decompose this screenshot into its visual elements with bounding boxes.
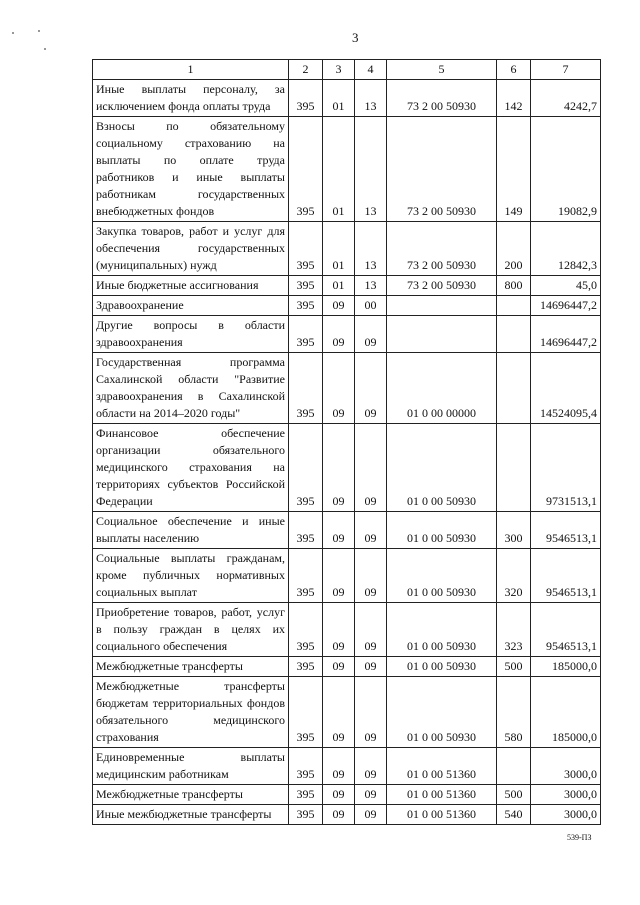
subsection-code-cell: 09 <box>355 316 387 353</box>
table-body <box>93 80 601 825</box>
table-row <box>93 424 601 512</box>
section-code-cell: 09 <box>323 657 355 677</box>
section-code-cell: 09 <box>323 296 355 316</box>
subsection-code-cell: 13 <box>355 117 387 222</box>
ministry-code-cell: 395 <box>289 549 323 603</box>
subsection-code-cell: 09 <box>355 805 387 825</box>
section-code-cell: 01 <box>323 117 355 222</box>
target-article-cell: 01 0 00 50930 <box>387 424 497 512</box>
section-code-cell: 09 <box>323 603 355 657</box>
expense-type-cell <box>497 748 531 785</box>
row-name-cell: Финансовое обеспечение организации обязательного медицинского страхования на территориях субъектов Российской Федерации <box>93 424 289 512</box>
header-cell-target-article: 5 <box>387 60 497 80</box>
scan-speck <box>44 48 46 50</box>
ministry-code-cell: 395 <box>289 603 323 657</box>
ministry-code-cell: 395 <box>289 276 323 296</box>
amount-cell: 14696447,2 <box>531 296 601 316</box>
table-row <box>93 657 601 677</box>
expense-type-cell: 540 <box>497 805 531 825</box>
target-article-cell: 73 2 00 50930 <box>387 117 497 222</box>
ministry-code-cell: 395 <box>289 316 323 353</box>
subsection-code-cell: 09 <box>355 677 387 748</box>
subsection-code-cell: 00 <box>355 296 387 316</box>
row-name-cell: Иные выплаты персоналу, за исключением фонда оплаты труда <box>93 80 289 117</box>
target-article-cell: 73 2 00 50930 <box>387 80 497 117</box>
section-code-cell: 09 <box>323 785 355 805</box>
amount-cell: 3000,0 <box>531 805 601 825</box>
ministry-code-cell: 395 <box>289 222 323 276</box>
row-name-cell: Государственная программа Сахалинской области "Развитие здравоохранения в Сахалинской области на 2014–2020 годы" <box>93 353 289 424</box>
amount-cell: 185000,0 <box>531 657 601 677</box>
target-article-cell: 01 0 00 51360 <box>387 785 497 805</box>
expense-type-cell: 800 <box>497 276 531 296</box>
amount-cell: 4242,7 <box>531 80 601 117</box>
table-row <box>93 296 601 316</box>
expense-type-cell <box>497 296 531 316</box>
section-code-cell: 09 <box>323 512 355 549</box>
section-code-cell: 09 <box>323 805 355 825</box>
amount-cell: 9546513,1 <box>531 549 601 603</box>
amount-cell: 45,0 <box>531 276 601 296</box>
header-cell-amount: 7 <box>531 60 601 80</box>
subsection-code-cell: 09 <box>355 603 387 657</box>
expense-type-cell: 300 <box>497 512 531 549</box>
ministry-code-cell: 395 <box>289 748 323 785</box>
amount-cell: 14524095,4 <box>531 353 601 424</box>
table-row <box>93 603 601 657</box>
expense-type-cell: 323 <box>497 603 531 657</box>
expense-type-cell: 500 <box>497 785 531 805</box>
amount-cell: 14696447,2 <box>531 316 601 353</box>
table-row <box>93 748 601 785</box>
target-article-cell: 01 0 00 50930 <box>387 512 497 549</box>
table-row <box>93 316 601 353</box>
amount-cell: 3000,0 <box>531 785 601 805</box>
target-article-cell: 01 0 00 50930 <box>387 657 497 677</box>
subsection-code-cell: 09 <box>355 748 387 785</box>
target-article-cell: 73 2 00 50930 <box>387 222 497 276</box>
ministry-code-cell: 395 <box>289 785 323 805</box>
target-article-cell <box>387 296 497 316</box>
header-cell-section: 3 <box>323 60 355 80</box>
target-article-cell: 01 0 00 50930 <box>387 677 497 748</box>
table-row <box>93 805 601 825</box>
expense-type-cell: 320 <box>497 549 531 603</box>
scan-speck <box>38 30 40 32</box>
ministry-code-cell: 395 <box>289 424 323 512</box>
page-number: 3 <box>352 30 359 45</box>
row-name-cell: Приобретение товаров, работ, услуг в пользу граждан в целях их социального обеспечения <box>93 603 289 657</box>
subsection-code-cell: 09 <box>355 785 387 805</box>
amount-cell: 185000,0 <box>531 677 601 748</box>
subsection-code-cell: 09 <box>355 657 387 677</box>
section-code-cell: 09 <box>323 549 355 603</box>
ministry-code-cell: 395 <box>289 805 323 825</box>
table-row <box>93 549 601 603</box>
row-name-cell: Другие вопросы в области здравоохранения <box>93 316 289 353</box>
section-code-cell: 01 <box>323 222 355 276</box>
table-row <box>93 353 601 424</box>
section-code-cell: 09 <box>323 748 355 785</box>
amount-cell: 3000,0 <box>531 748 601 785</box>
row-name-cell: Здравоохранение <box>93 296 289 316</box>
ministry-code-cell: 395 <box>289 512 323 549</box>
target-article-cell: 01 0 00 50930 <box>387 603 497 657</box>
table-row <box>93 222 601 276</box>
row-name-cell: Взносы по обязательному социальному страхованию на выплаты по оплате труда работников и иные выплаты работникам государственных внебюджетных фондов <box>93 117 289 222</box>
subsection-code-cell: 13 <box>355 222 387 276</box>
table-row <box>93 785 601 805</box>
subsection-code-cell: 09 <box>355 353 387 424</box>
ministry-code-cell: 395 <box>289 353 323 424</box>
table-row <box>93 80 601 117</box>
row-name-cell: Социальные выплаты гражданам, кроме публичных нормативных социальных выплат <box>93 549 289 603</box>
header-cell-subsection: 4 <box>355 60 387 80</box>
subsection-code-cell: 09 <box>355 424 387 512</box>
amount-cell: 12842,3 <box>531 222 601 276</box>
expense-type-cell: 149 <box>497 117 531 222</box>
amount-cell: 9731513,1 <box>531 424 601 512</box>
expense-type-cell: 200 <box>497 222 531 276</box>
section-code-cell: 09 <box>323 677 355 748</box>
ministry-code-cell: 395 <box>289 657 323 677</box>
budget-table <box>92 59 601 825</box>
subsection-code-cell: 09 <box>355 549 387 603</box>
section-code-cell: 09 <box>323 316 355 353</box>
row-name-cell: Иные межбюджетные трансферты <box>93 805 289 825</box>
document-code: 539-ПЗ <box>567 833 592 842</box>
row-name-cell: Межбюджетные трансферты бюджетам территориальных фондов обязательного медицинского страхования <box>93 677 289 748</box>
row-name-cell: Межбюджетные трансферты <box>93 657 289 677</box>
expense-type-cell: 580 <box>497 677 531 748</box>
target-article-cell: 01 0 00 51360 <box>387 805 497 825</box>
header-cell-ministry: 2 <box>289 60 323 80</box>
ministry-code-cell: 395 <box>289 80 323 117</box>
target-article-cell: 73 2 00 50930 <box>387 276 497 296</box>
subsection-code-cell: 13 <box>355 276 387 296</box>
subsection-code-cell: 13 <box>355 80 387 117</box>
header-cell-name: 1 <box>93 60 289 80</box>
subsection-code-cell: 09 <box>355 512 387 549</box>
expense-type-cell <box>497 424 531 512</box>
target-article-cell <box>387 316 497 353</box>
header-cell-expense-type: 6 <box>497 60 531 80</box>
target-article-cell: 01 0 00 51360 <box>387 748 497 785</box>
expense-type-cell: 500 <box>497 657 531 677</box>
table-row <box>93 276 601 296</box>
ministry-code-cell: 395 <box>289 677 323 748</box>
amount-cell: 9546513,1 <box>531 512 601 549</box>
scan-speck <box>12 32 14 34</box>
section-code-cell: 01 <box>323 80 355 117</box>
section-code-cell: 01 <box>323 276 355 296</box>
ministry-code-cell: 395 <box>289 117 323 222</box>
amount-cell: 19082,9 <box>531 117 601 222</box>
expense-type-cell <box>497 316 531 353</box>
section-code-cell: 09 <box>323 353 355 424</box>
table-row <box>93 677 601 748</box>
expense-type-cell: 142 <box>497 80 531 117</box>
row-name-cell: Закупка товаров, работ и услуг для обеспечения государственных (муниципальных) нужд <box>93 222 289 276</box>
section-code-cell: 09 <box>323 424 355 512</box>
row-name-cell: Социальное обеспечение и иные выплаты населению <box>93 512 289 549</box>
target-article-cell: 01 0 00 00000 <box>387 353 497 424</box>
row-name-cell: Иные бюджетные ассигнования <box>93 276 289 296</box>
table-header <box>93 60 601 80</box>
expense-type-cell <box>497 353 531 424</box>
target-article-cell: 01 0 00 50930 <box>387 549 497 603</box>
row-name-cell: Единовременные выплаты медицинским работникам <box>93 748 289 785</box>
table-row <box>93 512 601 549</box>
ministry-code-cell: 395 <box>289 296 323 316</box>
header-row <box>93 60 601 80</box>
table-row <box>93 117 601 222</box>
row-name-cell: Межбюджетные трансферты <box>93 785 289 805</box>
amount-cell: 9546513,1 <box>531 603 601 657</box>
